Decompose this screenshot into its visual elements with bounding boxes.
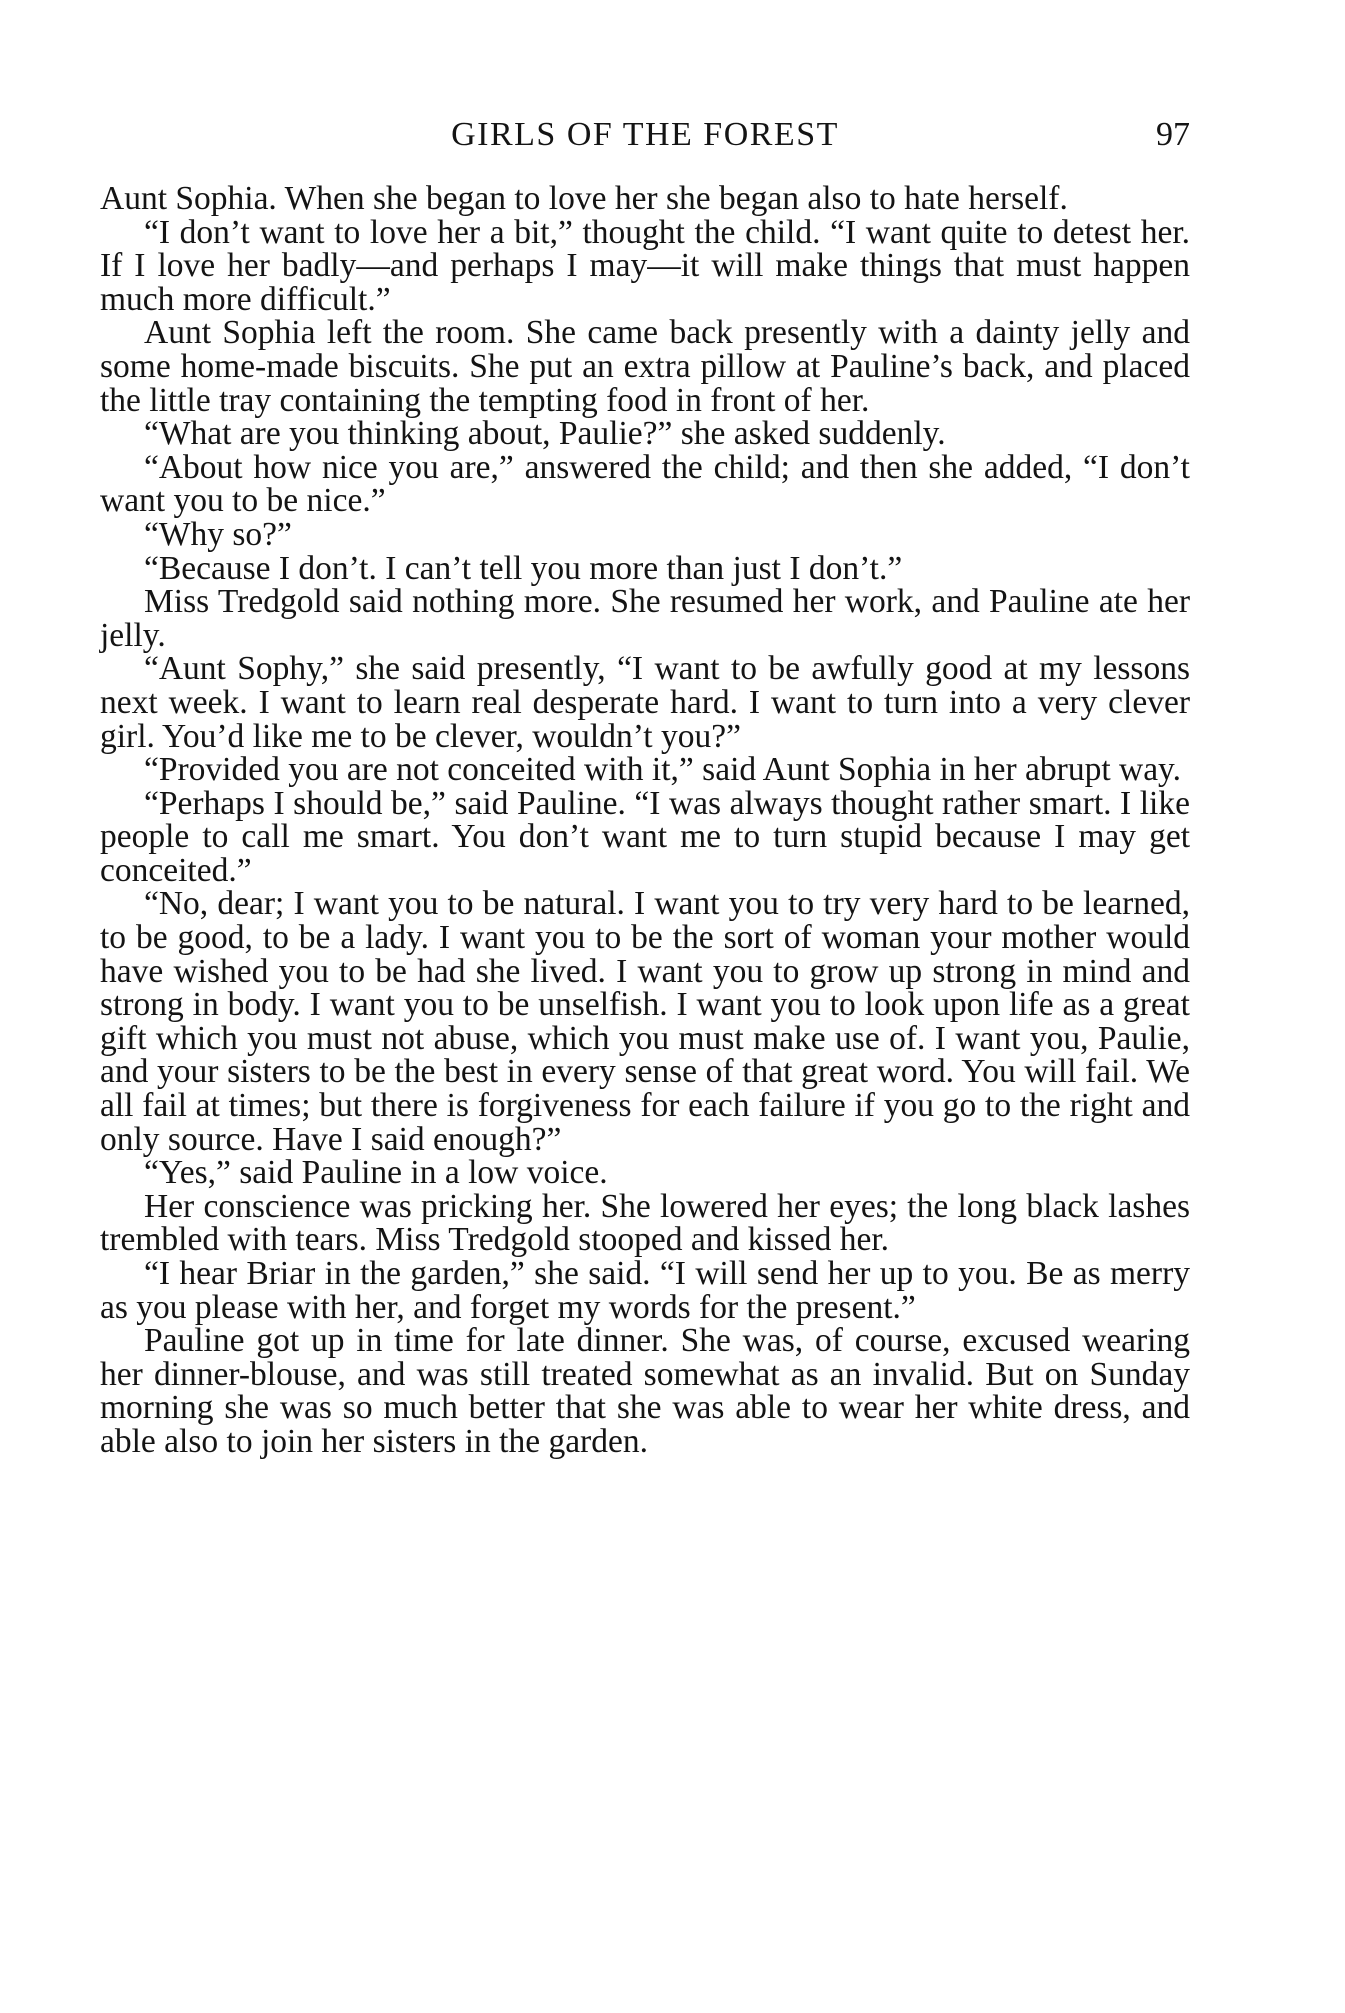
paragraph-1: Aunt Sophia. When she began to love her she began also to hate herself.	[100, 180, 1068, 217]
paragraph-2: “I don’t want to love her a bit,” thought the child. “I want quite to detest her. If I love her badly—and perhaps I may—it will make things that must happen much more difficult.”	[100, 213, 1190, 318]
paragraph-15: “I hear Briar in the garden,” she said. “I will send her up to you. Be as merry as you please with her, and forget my words for the present.”	[100, 1255, 1190, 1326]
paragraph-8: Miss Tredgold said nothing more. She resumed her work, and Pauline ate her jelly.	[100, 583, 1190, 654]
paragraph-5: “About how nice you are,” answered the child; and then she added, “I don’t want you to be nice.”	[100, 448, 1190, 520]
page-number: 97	[1156, 116, 1190, 153]
paragraph-13: “Yes,” said Pauline in a low voice.	[144, 1154, 608, 1192]
paragraph-11: “Perhaps I should be,” said Pauline. “I was always thought rather smart. I like people to call me smart. You don’t want me to turn stupid because I may get conceited.”	[100, 784, 1190, 889]
paragraph-7: “Because I don’t. I can’t tell you more than just I don’t.”	[144, 549, 903, 587]
paragraph-3: Aunt Sophia left the room. She came back presently with a dainty jelly and some home-made biscuits. She put an extra pillow at Pauline’s back, and placed the little tray containing the tempting food in front of her.	[100, 314, 1190, 419]
paragraph-14: Her conscience was pricking her. She lowered her eyes; the long black lashes trembled with tears. Miss Tredgold stooped and kissed her.	[100, 1187, 1190, 1259]
paragraph-10: “Provided you are not conceited with it,” said Aunt Sophia in her abrupt way.	[144, 751, 1182, 789]
paragraph-4: “What are you thinking about, Paulie?” she asked suddenly.	[144, 415, 946, 453]
paragraph-9: “Aunt Sophy,” she said presently, “I want to be awfully good at my lessons next week. I want to learn real desperate hard. I want to turn into a very clever girl. You’d like me to be clever, wouldn’t you?”	[100, 650, 1190, 755]
paragraph-12: “No, dear; I want you to be natural. I want you to try very hard to be learned, to be good, to be a lady. I want you to be the sort of woman your mother would have wished you to be had she lived. I want you to grow up strong in mind and strong in body. I want you to be unselfish. I want you to look upon life as a great gift which you must not abuse, which you must make use of. I want you, Paulie, and your sisters to be the best in every sense of that great word. You will fail. We all fail at times; but there is forgiveness for each failure if you go to the right and only source. Have I said enough?”	[100, 885, 1190, 1158]
running-head	[100, 112, 1190, 158]
paragraph-16: Pauline got up in time for late dinner. She was, of course, excused wearing her dinner-blouse, and was still treated somewhat as an invalid. But on Sunday morning she was so much better that she was able to wear her white dress, and able also to join her sisters in the garden.	[100, 1322, 1190, 1460]
running-title: GIRLS OF THE FOREST	[451, 116, 839, 153]
text-body	[100, 182, 1190, 1459]
paragraph-6: “Why so?”	[144, 515, 292, 553]
